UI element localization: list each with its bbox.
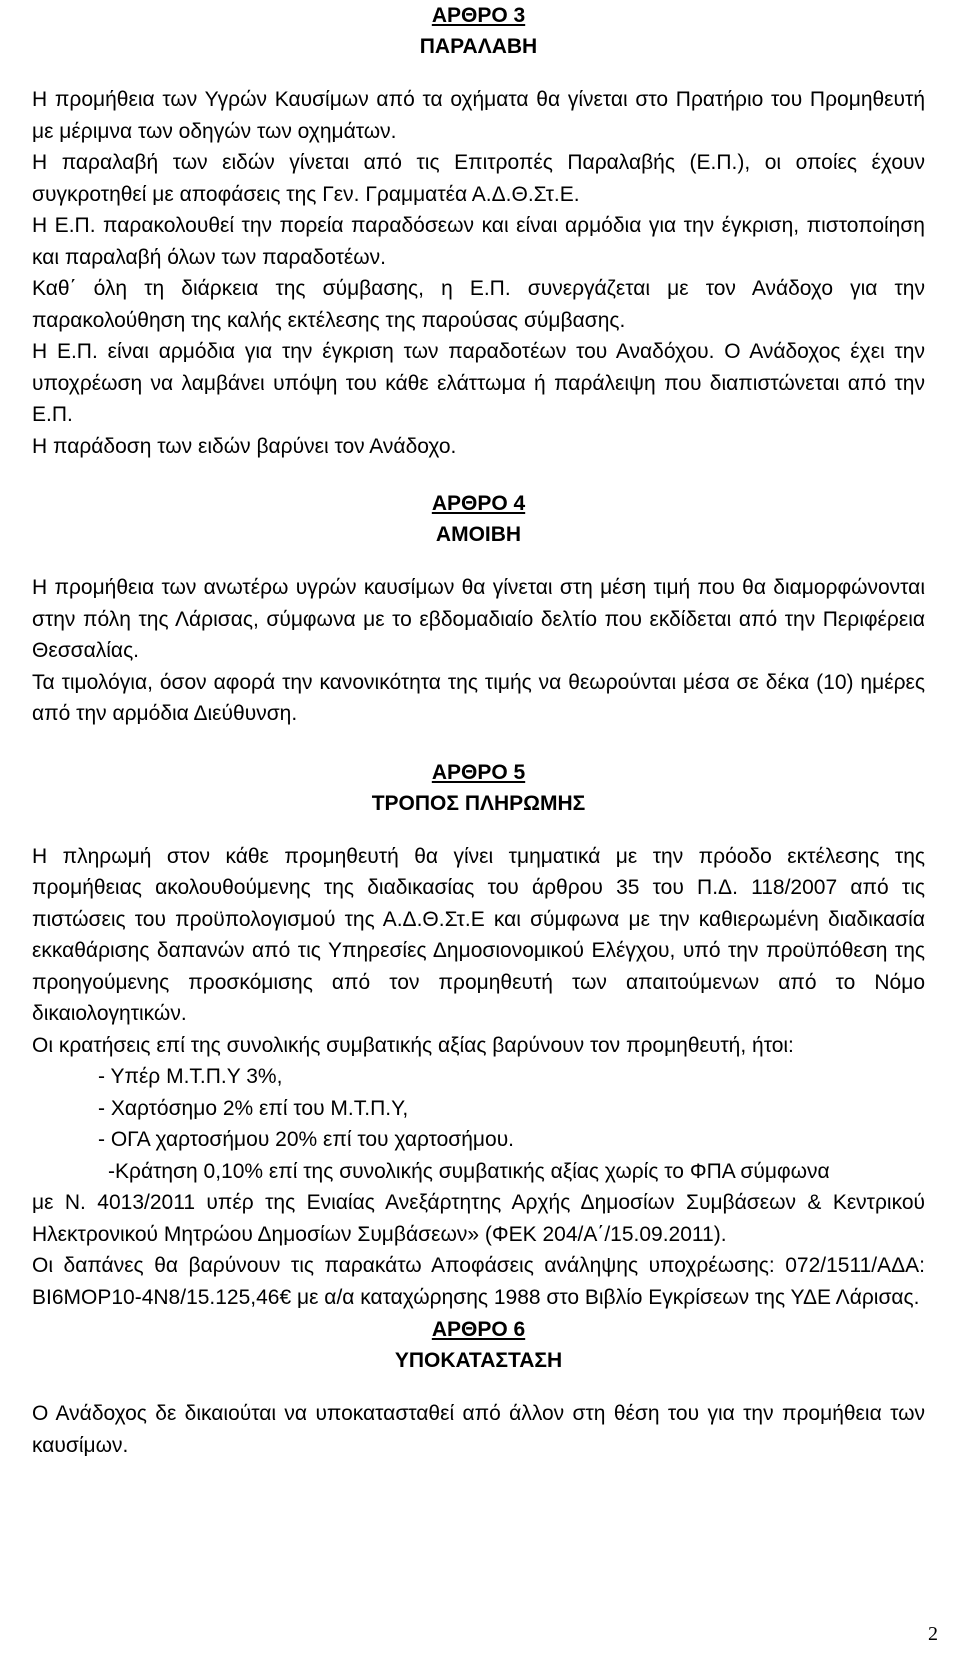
article-5-list-item-1: - Υπέρ Μ.Τ.Π.Υ 3%, bbox=[98, 1065, 283, 1088]
article-4-title: ΑΜΟΙΒΗ bbox=[435, 523, 522, 546]
page-number: 2 bbox=[928, 1622, 938, 1645]
article-6-title: ΥΠΟΚΑΤΑΣΤΑΣΗ bbox=[394, 1349, 563, 1372]
article-5-title: ΤΡΟΠΟΣ ΠΛΗΡΩΜΗΣ bbox=[371, 791, 586, 815]
article-5-heading bbox=[32, 757, 925, 819]
article-6 bbox=[32, 1314, 925, 1461]
article-4-heading bbox=[32, 488, 925, 550]
article-5-list-item-3: - ΟΓΑ χαρτοσήμου 20% επί του χαρτοσήμου. bbox=[98, 1128, 515, 1151]
article-5-paragraph-3: με Ν. 4013/2011 υπέρ της Ενιαίας Ανεξάρτητης Αρχής Δημοσίων Συμβάσεων & Κεντρικού Ηλεκτρονικού Μητρώου Δημοσίων Συμβάσεων» (ΦΕΚ 204/Α΄/15.09.2011). bbox=[32, 1191, 925, 1246]
article-4 bbox=[32, 488, 925, 730]
article-5-list-item-2: - Χαρτόσημο 2% επί του Μ.Τ.Π.Υ, bbox=[98, 1096, 409, 1120]
article-4-paragraph-2: Τα τιμολόγια, όσον αφορά την κανονικότητα της τιμής να θεωρούνται μέσα σε δέκα (10) ημέρες από την αρμόδια Διεύθυνση. bbox=[32, 670, 925, 725]
article-5-list-item-4: -Κράτηση 0,10% επί της συνολικής συμβατικής αξίας χωρίς το ΦΠΑ σύμφωνα bbox=[108, 1159, 830, 1183]
article-3-title: ΠΑΡΑΛΑΒΗ bbox=[419, 35, 538, 58]
article-5-paragraph-1: Η πληρωμή στον κάθε προμηθευτή θα γίνει τμηματικά με την πρόοδο εκτέλεσης της προμήθειας ακολουθούμενης της διαδικασίας του άρθρου 35 του Π.Δ. 118/2007 από τις πιστώσεις του προϋπολογισμού της Α.Δ.Θ.Στ.Ε και σύμφωνα με την καθιερωμένη διαδικασία εκκαθάρισης δαπανών από τις Υπηρεσίες Δημοσιονομικού Ελέγχου, υπό την προϋπόθεση της προηγούμενης προσκόμισης από τον προμηθευτή των απαιτούμενων από το Νόμο δικαιολογητικών. bbox=[32, 844, 925, 1025]
article-6-heading bbox=[32, 1314, 925, 1376]
article-3-paragraph-3: Η Ε.Π. παρακολουθεί την πορεία παραδόσεων και είναι αρμόδια για την έγκριση, πιστοποίηση και παραλαβή όλων των παραδοτέων. bbox=[32, 214, 925, 269]
article-6-paragraph-1: Ο Ανάδοχος δε δικαιούται να υποκατασταθεί από άλλον στη θέση του για την προμήθεια των καυσίμων. bbox=[32, 1402, 925, 1457]
article-3-paragraph-4: Καθ΄ όλη τη διάρκεια της σύμβασης, η Ε.Π. συνεργάζεται με τον Ανάδοχο για την παρακολούθηση της καλής εκτέλεσης της παρούσας σύμβασης. bbox=[32, 277, 925, 332]
article-3-paragraph-5: Η Ε.Π. είναι αρμόδια για την έγκριση των παραδοτέων του Αναδόχου. Ο Ανάδοχος έχει την υποχρέωση να λαμβάνει υπόψη του κάθε ελάττωμα ή παράλειψη που διαπιστώνεται από την Ε.Π. bbox=[32, 340, 925, 426]
article-3-number: ΑΡΘΡΟ 3 bbox=[431, 4, 526, 27]
article-3 bbox=[32, 0, 925, 462]
article-3-paragraph-2: Η παραλαβή των ειδών γίνεται από τις Επιτροπές Παραλαβής (Ε.Π.), οι οποίες έχουν συγκροτηθεί με αποφάσεις της Γεν. Γραμματέα Α.Δ.Θ.Στ.Ε. bbox=[32, 151, 925, 206]
article-5 bbox=[32, 757, 925, 1314]
article-3-paragraph-1: Η προμήθεια των Υγρών Καυσίμων από τα οχήματα θα γίνεται στο Πρατήριο του Προμηθευτή με μέριμνα των οδηγών των οχημάτων. bbox=[32, 88, 925, 143]
article-3-paragraph-6: Η παράδοση των ειδών βαρύνει τον Ανάδοχο. bbox=[32, 434, 457, 458]
article-5-number: ΑΡΘΡΟ 5 bbox=[431, 760, 526, 784]
article-4-number: ΑΡΘΡΟ 4 bbox=[431, 492, 526, 515]
article-6-number: ΑΡΘΡΟ 6 bbox=[431, 1318, 526, 1341]
article-5-paragraph-4: Οι δαπάνες θα βαρύνουν τις παρακάτω Αποφάσεις ανάληψης υποχρέωσης: 072/1511/ΑΔΑ: ΒΙ6ΜΟΡ10-4Ν8/15.125,46€ με α/α καταχώρησης 1988 στο Βιβλίο Εγκρίσεων της ΥΔΕ Λάρισας. bbox=[32, 1254, 925, 1309]
article-5-paragraph-2: Οι κρατήσεις επί της συνολικής συμβατικής αξίας βαρύνουν τον προμηθευτή, ήτοι: bbox=[32, 1033, 794, 1057]
article-4-paragraph-1: Η προμήθεια των ανωτέρω υγρών καυσίμων θα γίνεται στη μέση τιμή που θα διαμορφώνονται στην πόλη της Λάρισας, σύμφωνα με το εβδομαδιαίο δελτίο που εκδίδεται από την Περιφέρεια Θεσσαλίας. bbox=[32, 576, 925, 662]
article-3-heading bbox=[32, 0, 925, 62]
